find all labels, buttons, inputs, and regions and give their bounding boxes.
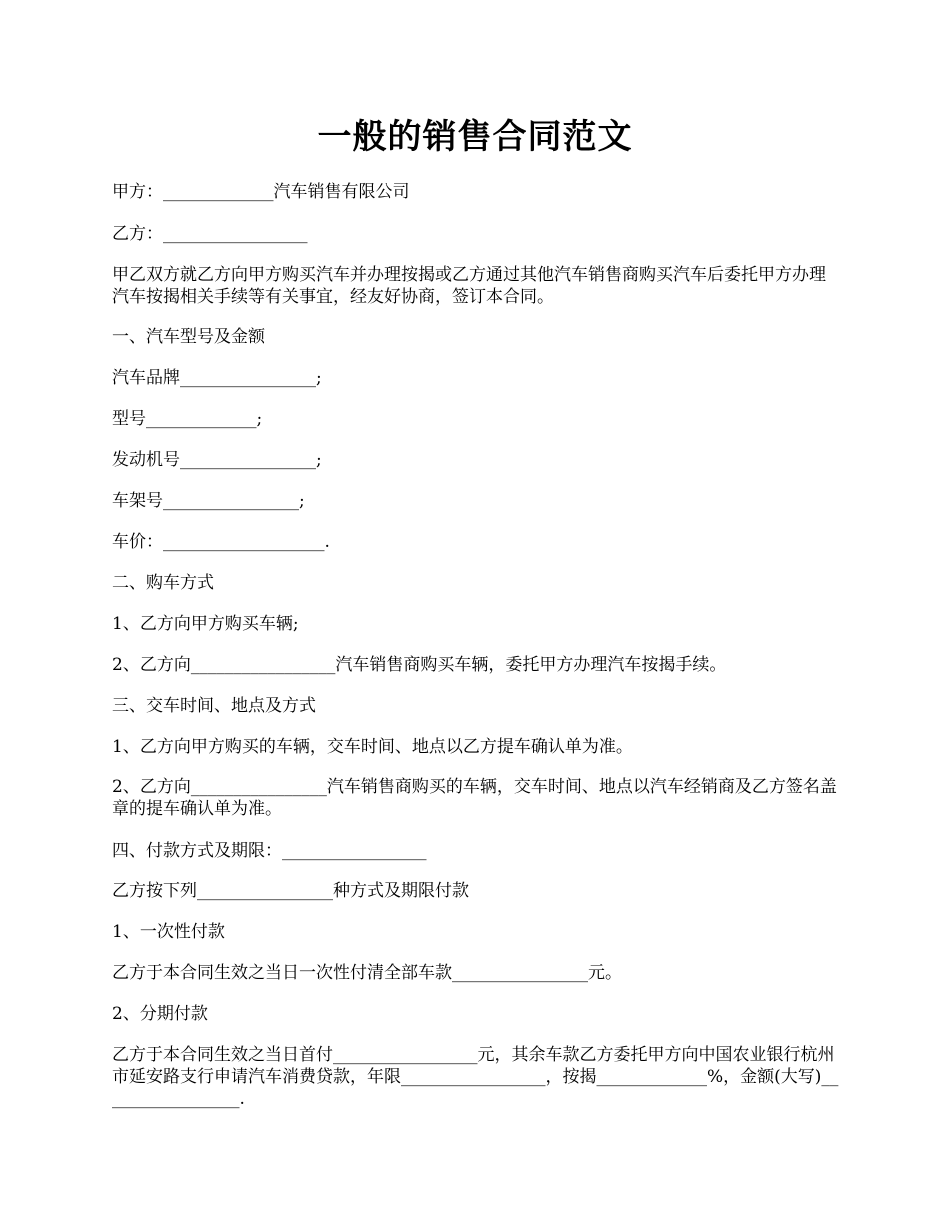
frame-number-line: 车架号________________; [112, 491, 305, 511]
intro-paragraph: 甲乙双方就乙方向甲方购买汽车并办理按揭或乙方通过其他汽车销售商购买汽车后委托甲方办理汽车按揭相关手续等有关事宜，经友好协商，签订本合同。 [112, 265, 826, 307]
party-b-line: 乙方：_________________ [112, 224, 308, 244]
installment-clause: 乙方于本合同生效之当日首付_________________元，其余车款乙方委托甲方向中国农业银行杭州市延安路支行申请汽车消费贷款，年限_________________，按揭_____________%，金额(大写)_________________. [112, 1045, 839, 1109]
lump-sum-heading: 1、一次性付款 [112, 922, 225, 942]
payment-method-line: 乙方按下列________________种方式及期限付款 [112, 881, 469, 901]
purchase-method-1: 1、乙方向甲方购买车辆; [112, 614, 299, 634]
model-line: 型号_____________; [112, 409, 263, 429]
delivery-clause-1: 1、乙方向甲方购买的车辆，交车时间、地点以乙方提车确认单为准。 [112, 737, 633, 757]
section-heading-3: 三、交车时间、地点及方式 [112, 696, 316, 716]
engine-number-line: 发动机号________________; [112, 450, 322, 470]
car-brand-line: 汽车品牌________________; [112, 368, 322, 388]
installment-heading: 2、分期付款 [112, 1004, 208, 1024]
purchase-method-2: 2、乙方向_________________汽车销售商购买车辆，委托甲方办理汽车按揭手续。 [112, 655, 727, 675]
document-title: 一般的销售合同范文 [317, 117, 633, 157]
section-heading-1: 一、汽车型号及金额 [112, 327, 265, 347]
car-price-line: 车价：___________________. [112, 532, 330, 552]
section-heading-2: 二、购车方式 [112, 573, 214, 593]
lump-sum-clause: 乙方于本合同生效之当日一次性付清全部车款________________元。 [112, 963, 622, 983]
section-heading-4: 四、付款方式及期限：_________________ [112, 841, 427, 861]
delivery-clause-2: 2、乙方向________________汽车销售商购买的车辆，交车时间、地点以汽车经销商及乙方签名盖章的提车确认单为准。 [112, 777, 837, 819]
party-a-line: 甲方：_____________汽车销售有限公司 [112, 182, 410, 202]
